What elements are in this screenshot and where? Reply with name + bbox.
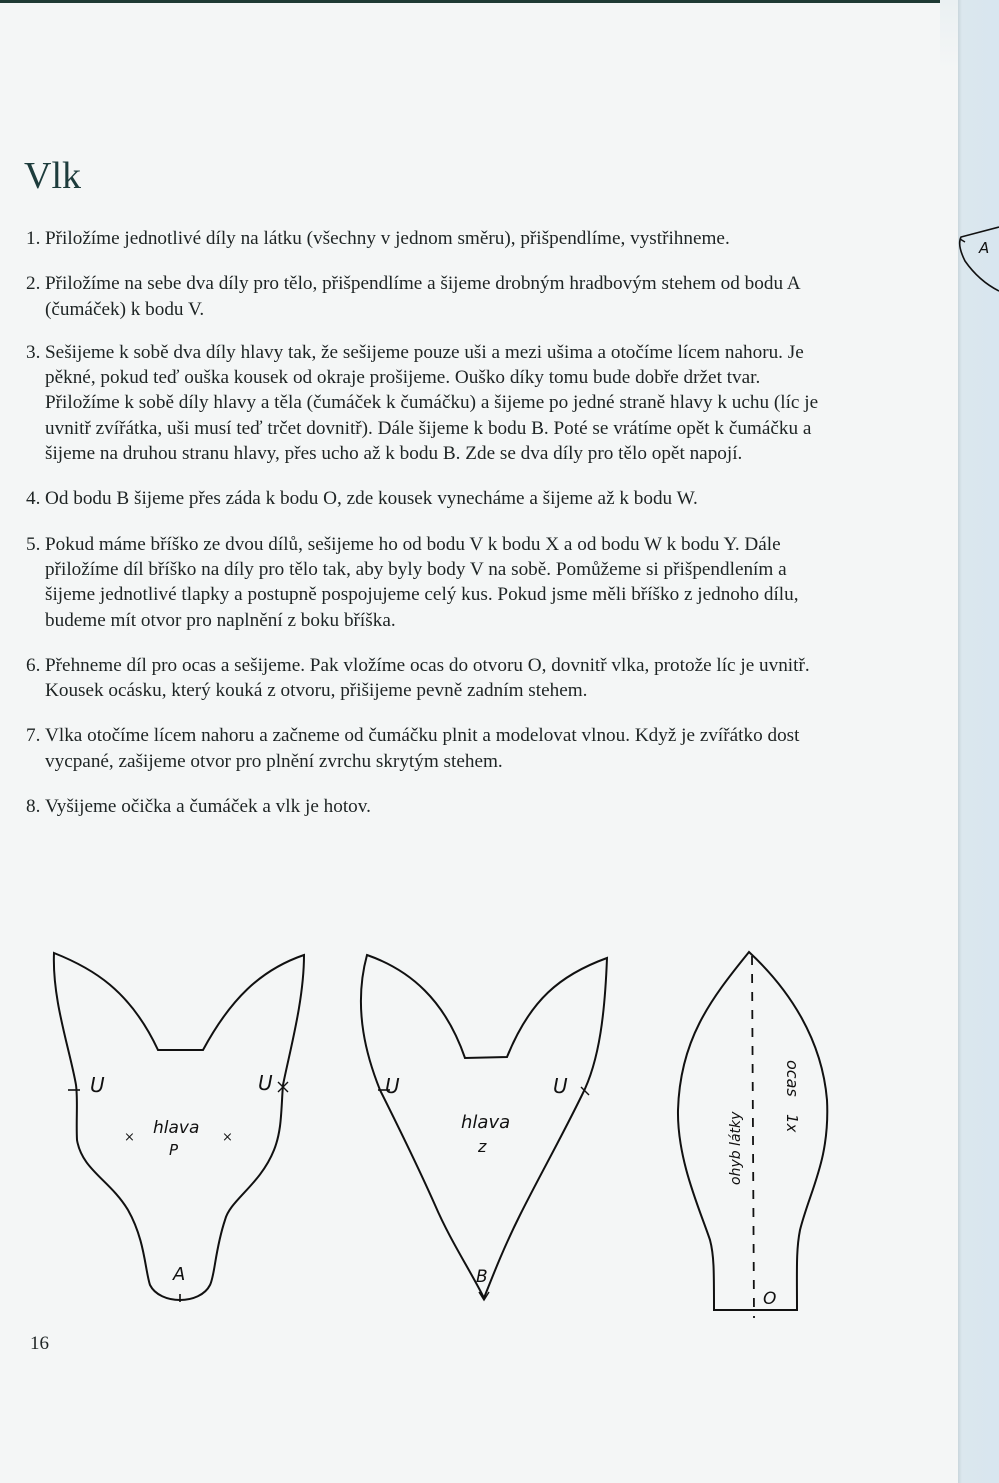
- instruction-step: [26, 486, 846, 511]
- instruction-step: [26, 340, 846, 466]
- step-number: 7.: [26, 725, 41, 747]
- pattern-head-z: [361, 955, 607, 1300]
- step-number: 6.: [26, 654, 41, 676]
- instruction-step: [26, 723, 846, 774]
- step-text: Přiložíme na sebe dva díly pro tělo, přišpendlíme a šijeme drobným hradbovým stehem od bodu A (čumáček) k bodu V.: [45, 273, 800, 320]
- step-number: 1.: [26, 228, 41, 249]
- step-number: 5.: [26, 533, 41, 555]
- step-text: Přehneme díl pro ocas a sešijeme. Pak vložíme ocas do otvoru O, dovnitř vlka, protože líc je uvnitř. Kousek ocásku, který kouká z otvoru, přišijeme pevně zadním stehem.: [45, 654, 810, 702]
- step-number: 3.: [26, 341, 41, 363]
- adjacent-page-pattern-fragment: [955, 225, 999, 295]
- step-text: Vyšijeme očička a čumáček a vlk je hotov.: [45, 796, 371, 818]
- head-p-mark-bottom: A: [173, 1264, 186, 1285]
- head-p-mark-right: U: [258, 1071, 273, 1095]
- head-p-outline: [54, 953, 304, 1300]
- tail-name: ocas: [783, 1060, 802, 1097]
- next-page-edge: [958, 0, 999, 1483]
- head-z-outline: [361, 955, 607, 1298]
- head-z-mark-left: U: [385, 1074, 400, 1098]
- tail-fold-line: [752, 956, 754, 1318]
- edge-mark-a: A: [979, 239, 990, 257]
- pattern-head-p: [54, 953, 304, 1302]
- step-text: Od bodu B šijeme přes záda k bodu O, zde kousek vynecháme a šijeme až k bodu W.: [45, 488, 698, 510]
- page-title: Vlk: [24, 155, 81, 197]
- tail-count: 1x: [783, 1114, 801, 1133]
- head-z-name: hlava: [461, 1112, 511, 1133]
- tail-outline: [678, 952, 827, 1310]
- instruction-list: [26, 226, 846, 839]
- head-p-eye-left: ×: [124, 1130, 135, 1145]
- head-z-mark-bottom: B: [476, 1267, 488, 1287]
- top-edge-strip: [0, 0, 960, 3]
- tail-fold-label: ohyb látky: [728, 1111, 744, 1185]
- head-p-eye-right: ×: [222, 1130, 233, 1145]
- head-z-mark-right: U: [553, 1074, 568, 1098]
- step-number: 4.: [26, 488, 41, 510]
- head-p-name: hlava: [153, 1118, 200, 1138]
- step-text: Přiložíme jednotlivé díly na látku (všechny v jednom směru), přišpendlíme, vystřihneme.: [45, 228, 730, 249]
- head-p-side: P: [169, 1141, 179, 1159]
- step-text: Pokud máme bříško ze dvou dílů, sešijeme ho od bodu V k bodu X a od bodu W k bodu Y. Dále přiložíme díl bříško na díly pro tělo tak, aby byly body V na sobě. Pomůžeme si přišpendlením a šijeme jednotlivé tlapky a postupně pospojujeme celý kus. Pokud jsme měli bříško z jednoho dílu, budeme mít otvor pro naplnění z boku bříška.: [45, 533, 799, 631]
- page-number: 16: [30, 1333, 49, 1354]
- instruction-step: [26, 271, 846, 322]
- page-binding-shadow: [940, 0, 960, 70]
- step-text: Sešijeme k sobě dva díly hlavy tak, že sešijeme pouze uši a mezi ušima a otočíme lícem nahoru. Je pěkné, pokud teď ouška kousek od okraje prošijeme. Ouško díky tomu bude dobře držet tvar. Přiložíme k sobě díly hlavy a těla (čumáček k čumáčku) a šijeme po jedné straně hlavy k uchu (líc je uvnitř zvířátka, uši musí teď trčet dovnitř). Dále šijeme k bodu B. Poté se vrátíme opět k čumáčku a šijeme na druhou stranu hlavy, přes ucho až k bodu B. Zde se dva díly pro tělo opět napojí.: [45, 341, 819, 465]
- tail-mark-bottom: O: [763, 1289, 777, 1309]
- step-number: 2.: [26, 273, 41, 295]
- instruction-step: [26, 794, 846, 819]
- head-z-side: z: [478, 1137, 487, 1156]
- step-number: 8.: [26, 796, 41, 818]
- instruction-step: [26, 532, 846, 633]
- instruction-step: [26, 226, 846, 251]
- instruction-step: [26, 653, 846, 704]
- head-p-mark-left: U: [90, 1073, 105, 1097]
- step-text: Vlka otočíme lícem nahoru a začneme od čumáčku plnit a modelovat vlnou. Když je zvířátko dost vycpané, zašijeme otvor pro plnění zvrchu skrytým stehem.: [45, 725, 800, 772]
- pattern-tail: [678, 952, 827, 1318]
